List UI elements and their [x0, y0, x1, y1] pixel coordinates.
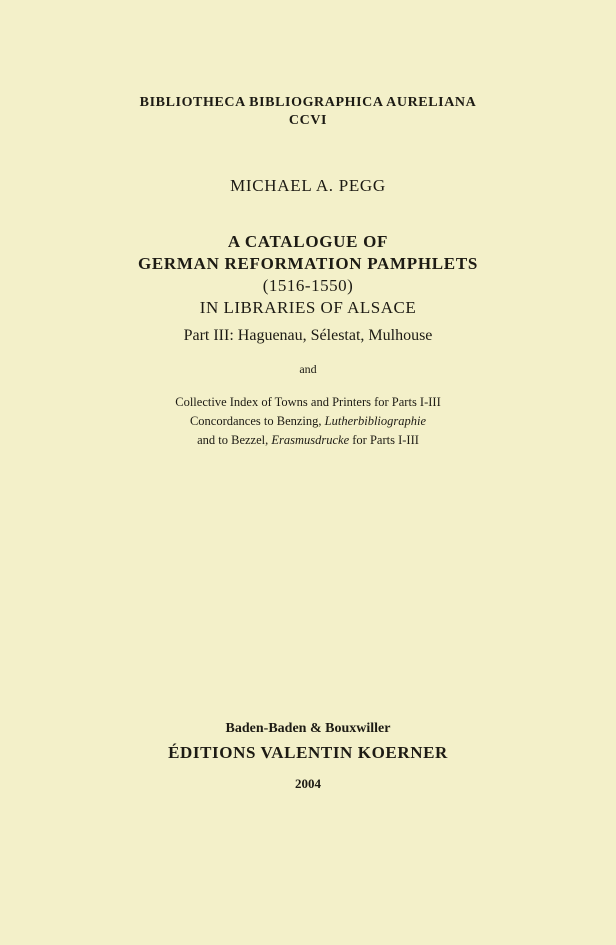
part-heading: Part III: Haguenau, Sélestat, Mulhouse [183, 327, 433, 344]
publisher-name: ÉDITIONS VALENTIN KOERNER [168, 743, 448, 762]
contents-line-1: Collective Index of Towns and Printers for Parts I-III [175, 395, 441, 409]
title-line-3: (1516-1550) [262, 276, 354, 295]
contents-line-3-suffix: for Parts I-III [349, 433, 419, 447]
contents-line-3-prefix: and to Bezzel, [197, 433, 272, 447]
lutherbibliographie-title: Lutherbibliographie [324, 414, 427, 428]
erasmusdrucke-title: Erasmusdrucke [271, 433, 350, 447]
title-line-4: IN LIBRARIES OF ALSACE [199, 298, 417, 317]
author-name: MICHAEL A. PEGG [230, 176, 386, 195]
series-number: CCVI [288, 113, 328, 128]
series-name: BIBLIOTHECA BIBLIOGRAPHICA AURELIANA [139, 95, 477, 110]
publication-year: 2004 [295, 776, 321, 791]
contents-line-3 [0, 433, 616, 448]
and-text: and [299, 362, 317, 376]
title-line-1: A CATALOGUE OF [227, 232, 389, 251]
publisher-place: Baden-Baden & Bouxwiller [225, 721, 391, 736]
contents-line-2-prefix: Concordances to Benzing, [189, 414, 325, 428]
contents-line-2 [0, 414, 616, 429]
title-line-2: GERMAN REFORMATION PAMPHLETS [137, 254, 479, 273]
